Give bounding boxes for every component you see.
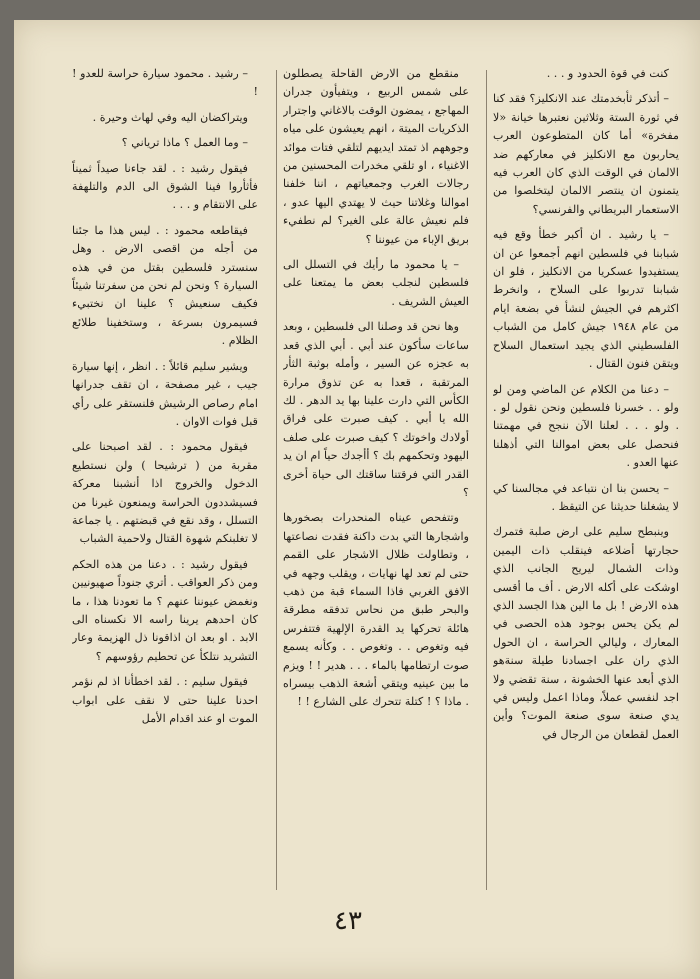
text-column-left <box>72 65 258 900</box>
text-column-right <box>493 65 679 900</box>
paragraph: فيقول محمود : . لقد اصبحنا على مقربة من ( ترشيحا ) ولن نستطيع الدخول والخروج اذا أنشبنا معركة فسيشددون الحراسة ويمنعون غيرنا من التسلل ، وقد نقع في قبضتهم . يا جماعة لا تغلبنكم شهوة القتال ولاحمية الشباب <box>72 440 258 546</box>
paragraph: – رشيد . محمود سيارة حراسة للعدو ! ! <box>72 67 258 99</box>
column-divider <box>486 70 487 890</box>
paragraph: وينبطح سليم على ارض صلبة فتمرك حجارتها أضلاعه فينقلب ذات اليمين وذات الشمال ليريح الجانب الذي اوشكت على أكله الارض . أف ما أقسى هذه الارض ! بل ما الين هذا الجسد الذي لم يكن يحس بوجود هذه الحصى في المعارك ، وليالي الحراسة ، ان الحول الذي ران على اجسادنا طيلة سنةهو الذي أبعد عنها الخشونة ، سنة تقضي ولا اجد لنفسي عملاً، وماذا اعمل وليس في يدي صنعة سوى صنعة الموت؟ وأين العمل لقطعان من الرجال في <box>493 525 679 741</box>
paragraph: فيقول رشيد : . دعنا من هذه الحكم ومن ذكر العواقب . أتري جنوداً صهيونيين ونغمض عيوننا عنهم ؟ ما تعودنا هذا ، ما كان احدهم يرينا راسه الا نكسناه الى الابد . او بعد ان اذاقونا ذل الهزيمة وعار التشريد نتلكأ عن تحطيم رؤوسهم ؟ <box>72 557 258 663</box>
paragraph: وتتفحص عيناه المنحدرات بصخورها واشجارها التي بدت داكنة فقدت نصاعتها ، وتطاولت ظلال الاشجار على القمم حتى لم تعد لها نهايات ، ويقلب وجهه في الافق الغربي فاذا السماء قبة من ذهب والبحر طبق من نحاس تدفقه مطرقة هائلة تحركها يد القدرة الإلهية فتتفرس فيه وتغوص . . وتغوص . . وكأنه يسمع صوت ارتطامها بالماء . . . هدير ! ! ويزم ما بين عينيه ويتقي أشعة الذهب بيسراه . ماذا ؟ ! كتلة تتحرك على الشارع ! ! <box>283 511 469 709</box>
paragraph: فيقاطعه محمود : . ليس هذا ما جئنا من أجله من اقصى الارض . وهل سنسترد فلسطين بقتل من في هذه السيارة ؟ ونحن لم نحن من سفرتنا شيئاً فكيف سنعيش ؟ علينا ان نختبيء فسيمرون بسرعة ، وستخفينا طلائع الظلام . <box>72 223 258 348</box>
paragraph: – أتذكر ثأبخدمتك عند الانكليز؟ فقد كنا في ثورة الستة وثلاثين نعتبرها خيانة «لا مفخرة» أما كان المتطوعون العرب يحاربون مع الانكليز في معاركهم ضد الالمان في الوقت الذي كان العرب فيه يتمنون ان ينتصر الالمان ليتخلصوا من الاستعمار البريطاني والفرنسي؟ <box>493 92 679 216</box>
paragraph: فيقول رشيد : . لقد جاءنا صيداً ثميناً فأثأروا فينا الشوق الى الدم والتلهفة على الانتقام و . . . <box>72 161 258 212</box>
page-number: ٤٣ <box>334 906 362 936</box>
paragraph: – يا محمود ما رأيك في التسلل الى فلسطين لنجلب بعض ما يمتعنا على العيش الشريف . <box>283 258 469 308</box>
paragraph: – يا رشيد . ان أكبر خطأ وقع فيه شبابنا في فلسطين انهم أجمعوا عن ان يستفيدوا عسكريا من الانكليز ، فلو ان شبابنا تدربوا على السلاح ، وانخرط اكثرهم في الجيش لنشأ في بضعة ايام من عام ١٩٤٨ جيش كامل من الشباب الفلسطيني الذي يجيد استعمال السلاح ويتقن فنون القتال . <box>493 228 679 371</box>
paragraph: – وما العمل ؟ ماذا ترياني ؟ <box>121 136 248 150</box>
paragraph: ويتراكضان اليه وفي لهاث وحيرة . <box>92 110 248 124</box>
column-divider <box>276 70 277 890</box>
paragraph: ويشير سليم قائلاً : . انظر ، إنها سيارة جيب ، غير مصفحة ، ان تقف جدرانها امام رصاص الرشيش فلنستقر على رأي قبل فوات الاوان . <box>72 359 258 428</box>
text-column-middle <box>283 65 469 900</box>
magazine-page <box>14 20 700 979</box>
paragraph: – دعنا من الكلام عن الماضي ومن لو ولو . . خسرنا فلسطين ونحن نقول لو . . ولو . . . لعلنا الآن ننجح في مهمتنا فنحصل على بعض اموالنا التي أذهلنا عنها العدو . <box>493 382 679 470</box>
paragraph: وها نحن قد وصلنا الى فلسطين ، وبعد ساعات سأكون عند أبي . أبي الذي قعد به عجزه عن السير ، وأمله بوثبة الثأر المرتقبة ، قعدا به عن تذوق مرارة الكأس التي دارت علينا بها يد الدهر . لك الله يا أبي . كيف صبرت على فراق أولادك واخوتك ؟ كيف صبرت على صلف اليهود وتحكمهم بك ؟ أأجدك حياً ام ان يد القدر التي فرقتنا ساقتك الى حياة أخرى ؟ <box>283 320 469 499</box>
paragraph: منقطع من الارض القاحلة يصطلون على شمس الربيع ، ويتفيأون جدران المهاجع ، يمضون الوقت بالاغاني واجترار الذكريات الميتة ، انهم يعيشون على مياه وجوههم اذ تمتد ايديهم لتلقي فتات موائد الاغنياء ، او تلقي مخدرات المحسنين من رجالات الغرب وجمعياتهم ، اننا خلفنا اموالنا وغلاتنا حيث لا يهتدي اليها عدو ، فلم نعيش عالة على الغير؟ لم نطفيء بريق الإباء من عيوننا ؟ <box>283 67 469 246</box>
paragraph: فيقول سليم : . لقد اخطأنا اذ لم نؤمر احدنا علينا حتى لا نقف على ابواب الموت او عند اقدام الأمل <box>72 675 258 725</box>
paragraph: كنت في قوة الحدود و . . . <box>546 67 669 80</box>
paragraph: – يحسن بنا ان نتباعد في مجالسنا كي لا يشغلنا حديثنا عن التيقظ . <box>493 481 679 513</box>
